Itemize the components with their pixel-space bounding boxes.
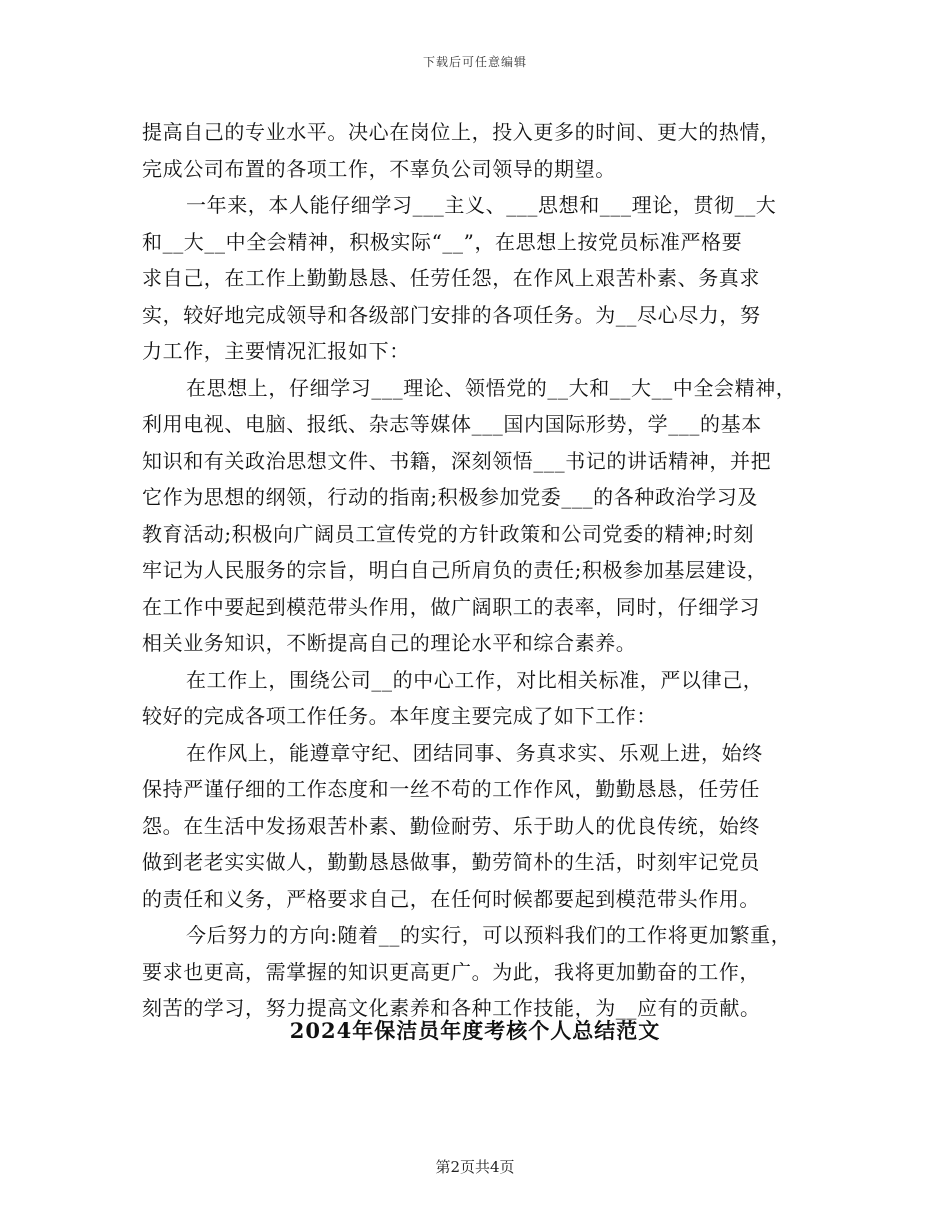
body-line: 在工作上，围绕公司__的中心工作，对比相关标准，严以律己，	[186, 667, 764, 692]
body-line: 的责任和义务，严格要求自己，在任何时候都要起到模范带头作用。	[142, 886, 760, 911]
body-line: 今后努力的方向:随着__的实行，可以预料我们的工作将更加繁重，	[186, 923, 792, 947]
document-body	[142, 114, 812, 1027]
body-line: 求自己，在工作上勤勤恳恳、任劳任怨，在作风上艰苦朴素、务真求	[142, 266, 760, 290]
body-line: 较好的完成各项工作任务。本年度主要完成了如下工作：	[142, 704, 657, 728]
body-line: 在工作中要起到模范带头作用，做广阔职工的表率，同时，仔细学习	[142, 594, 760, 619]
body-line: 牢记为人民服务的宗旨，明白自己所肩负的责任;积极参加基层建设，	[142, 558, 768, 582]
body-line: 保持严谨仔细的工作态度和一丝不苟的工作作风，勤勤恳恳，任劳任	[142, 777, 760, 801]
body-line: 刻苦的学习，努力提高文化素养和各种工作技能，为__应有的贡献。	[142, 996, 761, 1020]
body-line: 提高自己的专业水平。决心在岗位上，投入更多的时间、更大的热情，	[142, 120, 781, 144]
body-line: 在作风上，能遵章守纪、团结同事、务真求实、乐观上进，始终	[186, 740, 763, 765]
body-line: 完成公司布置的各项工作，不辜负公司领导的期望。	[142, 156, 616, 181]
body-line: 知识和有关政治思想文件、书籍，深刻领悟___书记的讲话精神，并把	[142, 448, 772, 473]
page-number: 第2页共4页	[435, 1158, 515, 1176]
body-line: 利用电视、电脑、报纸、杂志等媒体___国内国际形势，学___的基本	[142, 412, 762, 436]
page-header-note: 下载后可任意编辑	[422, 55, 527, 69]
body-line: 在思想上，仔细学习___理论、领悟党的__大和__大__中全会精神，	[186, 375, 797, 400]
body-line: 力工作，主要情况汇报如下：	[142, 339, 410, 363]
body-line: 实，较好地完成领导和各级部门安排的各项任务。为__尽心尽力，努	[142, 302, 761, 327]
body-line: 相关业务知识，不断提高自己的理论水平和综合素养。	[142, 631, 637, 655]
body-line: 一年来，本人能仔细学习___主义、___思想和___理论，贯彻__大	[186, 193, 777, 217]
document-title: 2024年保洁员年度考核个人总结范文	[289, 1018, 661, 1043]
body-line: 做到老老实实做人，勤勤恳恳做事，勤劳简朴的生活，时刻牢记党员	[142, 850, 760, 874]
body-line: 教育活动;积极向广阔员工宣传党的方针政策和公司党委的精神;时刻	[142, 521, 755, 546]
body-line: 怨。在生活中发扬艰苦朴素、勤俭耐劳、乐于助人的优良传统，始终	[142, 813, 760, 838]
body-line: 要求也更高，需掌握的知识更高更广。为此，我将更加勤奋的工作，	[142, 959, 760, 984]
body-line: 它作为思想的纲领，行动的指南;积极参加党委___的各种政治学习及	[142, 485, 758, 509]
body-line: 和__大__中全会精神，积极实际“__”，在思想上按党员标准严格要	[142, 229, 743, 254]
